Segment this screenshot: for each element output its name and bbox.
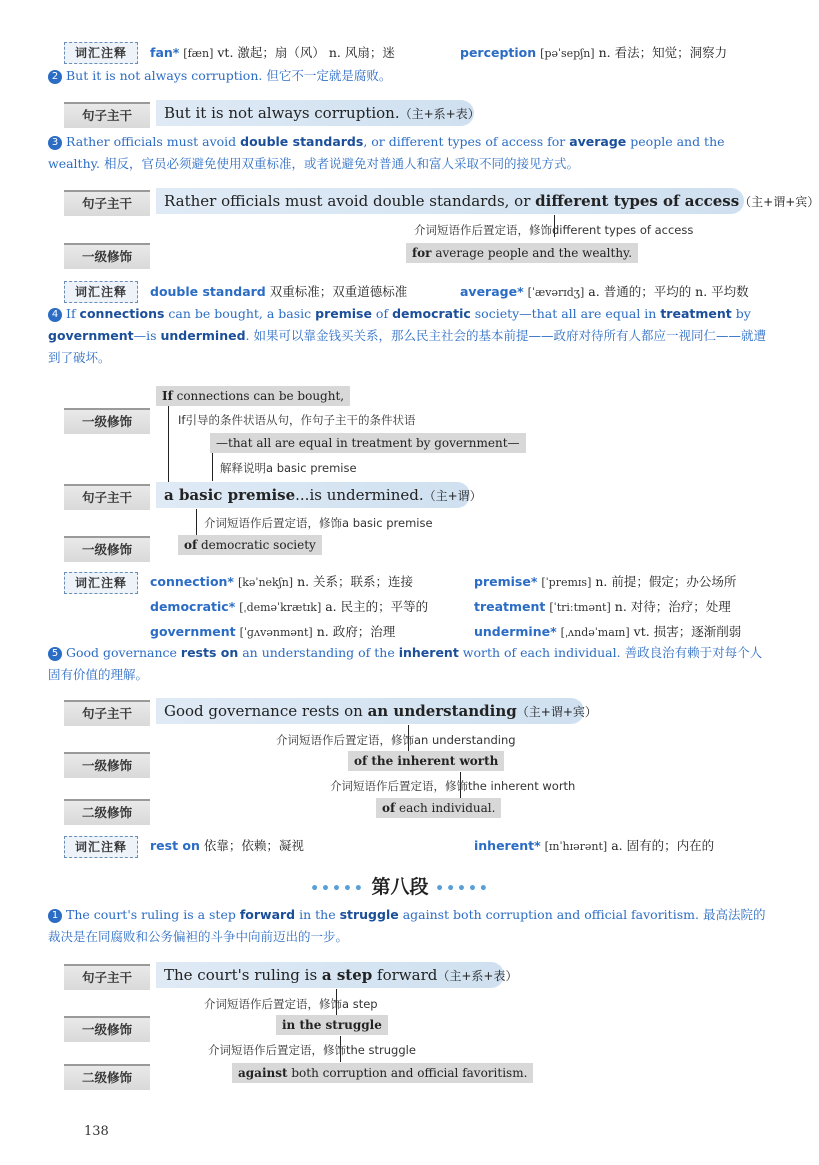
vocab-entry xyxy=(460,43,727,61)
sentence-text: The court's ruling is a step xyxy=(66,907,240,922)
sentence-english: But it is not always corruption. xyxy=(66,68,263,83)
vocab-label: 词汇注释 xyxy=(64,572,138,594)
main-label: 句子主干 xyxy=(64,190,150,216)
vocab-entry xyxy=(150,597,428,615)
sentence-chinese: 但它不一定就是腐败。 xyxy=(266,68,392,83)
main-clause-text: The court's ruling xyxy=(164,966,305,984)
modifier-text: of the inherent worth xyxy=(354,754,499,768)
keyword: government xyxy=(48,328,134,343)
sentence-text: . xyxy=(245,328,250,343)
sentence-text: people and the wealthy. xyxy=(48,134,725,171)
vocab-phonetic: [ˌʌndəˈmaɪn] xyxy=(560,626,630,639)
vocab-word: rest on xyxy=(150,838,200,853)
keyword: premise xyxy=(315,306,372,321)
vocab-word: undermine* xyxy=(474,624,557,639)
main-clause-text: is xyxy=(304,966,322,984)
sentence-text: in the xyxy=(295,907,340,922)
grammar-note: If引导的条件状语从句，作句子主干的条件状语 xyxy=(178,413,416,427)
vocab-word: average* xyxy=(460,284,524,299)
modifier-box xyxy=(156,386,350,406)
vocab-definition: 双重标准；双重道德标准 xyxy=(269,284,408,299)
grammar-note: 介词短语作后置定语，修饰an understanding xyxy=(276,733,516,747)
vocab-definition: 依靠；依赖；凝视 xyxy=(203,838,304,853)
modifier-text: —that all are equal in treatment by government— xyxy=(216,436,520,450)
vocab-word: connection* xyxy=(150,574,234,589)
vocab-label: 词汇注释 xyxy=(64,42,138,64)
modifier-box xyxy=(232,1063,533,1083)
vocab-word: double standard xyxy=(150,284,266,299)
vocab-definition: a. 民主的；平等的 xyxy=(325,599,429,614)
sentence-text: can be bought, a basic xyxy=(164,306,316,321)
mod1-label: 一级修饰 xyxy=(64,1016,150,1042)
grammar-note: 介词短语作后置定语，修饰a step xyxy=(204,997,378,1011)
sentence-number: 3 xyxy=(48,136,62,150)
vocab-phonetic: [ˌdeməˈkrætɪk] xyxy=(239,601,322,614)
arrow-line xyxy=(196,509,197,535)
main-clause-text: forward xyxy=(372,966,438,984)
modifier-box xyxy=(210,433,526,453)
main-clause-bold: a step xyxy=(321,966,373,984)
modifier-box xyxy=(406,243,638,263)
vocab-entry xyxy=(474,597,731,615)
sentence-number: 5 xyxy=(48,647,62,661)
sentence-number: 1 xyxy=(48,909,62,923)
arrow-line xyxy=(212,453,213,481)
grammar-note: 介词短语作后置定语，修饰different types of access xyxy=(414,223,694,237)
sentence-text: worth of each individual. xyxy=(458,645,621,660)
vocab-phonetic: [ˈtriːtmənt] xyxy=(549,601,611,614)
mod2-label: 二级修饰 xyxy=(64,799,150,825)
keyword: connections xyxy=(79,306,165,321)
structure-tag: （主+系+表） xyxy=(437,969,518,983)
vocab-definition: vt. 损害；逐渐削弱 xyxy=(633,624,742,639)
sentence-text: by xyxy=(731,306,751,321)
vocab-entry xyxy=(150,572,413,590)
vocab-definition: n. 关系；联系；连接 xyxy=(297,574,414,589)
vocab-word: government xyxy=(150,624,236,639)
main-clause-box xyxy=(156,962,518,988)
main-clause-bold: a basic premise xyxy=(164,486,296,504)
modifier-text: connections can be bought, xyxy=(172,389,345,403)
vocab-word: treatment xyxy=(474,599,546,614)
main-clause-box xyxy=(156,482,482,508)
sentence-chinese: 最高法院的裁决是在同腐败和公务偏袒的斗争中向前迈出的一步。 xyxy=(48,907,766,944)
dots-decoration: ••••• xyxy=(435,881,490,897)
vocab-definition: vt. 激起；扇（风） n. 风扇；迷 xyxy=(217,45,395,60)
modifier-text: democratic society xyxy=(197,538,316,552)
sentence-chinese: 善政良治有赖于对每个人固有价值的理解。 xyxy=(48,645,763,682)
structure-tag: （主+谓） xyxy=(423,489,482,503)
vocab-word: fan* xyxy=(150,45,180,60)
vocab-entry xyxy=(474,836,714,854)
sentence-number: 2 xyxy=(48,70,62,84)
vocab-word: inherent* xyxy=(474,838,541,853)
sentence-text: Rather officials must avoid xyxy=(66,134,241,149)
modifier-bold: of xyxy=(184,538,198,552)
vocab-phonetic: [kəˈnekʃn] xyxy=(237,576,294,589)
structure-tag: （主+谓+宾） xyxy=(739,195,819,209)
vocab-phonetic: [ˈævərɪdʒ] xyxy=(527,286,585,299)
vocab-entry xyxy=(150,43,395,61)
structure-tag: （主+系+表） xyxy=(399,107,480,121)
sentence-6 xyxy=(48,904,768,948)
vocab-word: premise* xyxy=(474,574,538,589)
sentence-5 xyxy=(48,642,768,686)
keyword: average xyxy=(569,134,627,149)
modifier-bold: If xyxy=(162,389,173,403)
sentence-text: If xyxy=(66,306,80,321)
modifier-text: average people and the wealthy. xyxy=(431,246,633,260)
keyword: inherent xyxy=(398,645,459,660)
grammar-note: 介词短语作后置定语，修饰the struggle xyxy=(208,1043,416,1057)
modifier-box xyxy=(276,1015,388,1035)
vocab-definition: n. 前提；假定；办公场所 xyxy=(595,574,737,589)
modifier-bold: of xyxy=(382,801,396,815)
sentence-chinese: 相反，官员必须避免使用双重标准，或者说避免对普通人和富人采取不同的接见方式。 xyxy=(103,156,579,171)
vocab-entry xyxy=(150,622,395,640)
main-clause-bold: an understanding xyxy=(367,702,517,720)
vocab-word: democratic* xyxy=(150,599,236,614)
vocab-entry xyxy=(150,836,304,854)
keyword: forward xyxy=(239,907,296,922)
vocab-label: 词汇注释 xyxy=(64,281,138,303)
mod1-label: 一级修饰 xyxy=(64,536,150,562)
vocab-word: perception xyxy=(460,45,537,60)
vocab-definition: n. 对待；治疗；处理 xyxy=(614,599,731,614)
sentence-4 xyxy=(48,303,768,369)
main-clause-box xyxy=(156,100,480,126)
modifier-box xyxy=(178,535,322,555)
sentence-number: 4 xyxy=(48,308,62,322)
vocab-definition: a. 普通的；平均的 n. 平均数 xyxy=(588,284,749,299)
mod2-label: 二级修饰 xyxy=(64,1064,150,1090)
keyword: treatment xyxy=(660,306,732,321)
modifier-box xyxy=(348,751,504,771)
main-label: 句子主干 xyxy=(64,484,150,510)
vocab-phonetic: [ˈɡʌvənmənt] xyxy=(239,626,313,639)
vocab-phonetic: [ɪnˈhɪərənt] xyxy=(544,840,608,853)
main-clause-text: ...is undermined. xyxy=(295,486,424,504)
grammar-note: 介词短语作后置定语，修饰a basic premise xyxy=(204,516,433,530)
modifier-text: each individual. xyxy=(395,801,496,815)
grammar-note: 解释说明a basic premise xyxy=(220,461,357,475)
vocab-phonetic: [ˈpremɪs] xyxy=(541,576,592,589)
structure-tag: （主+谓+宾） xyxy=(516,705,597,719)
mod1-label: 一级修饰 xyxy=(64,408,150,434)
main-label: 句子主干 xyxy=(64,700,150,726)
mod1-label: 一级修饰 xyxy=(64,752,150,778)
modifier-bold: for xyxy=(412,246,432,260)
vocab-entry xyxy=(460,282,749,300)
vocab-definition: n. 看法；知觉；洞察力 xyxy=(598,45,728,60)
sentence-text: an understanding of the xyxy=(238,645,399,660)
keyword: struggle xyxy=(339,907,399,922)
section-title xyxy=(0,872,800,899)
main-clause-text: But it is not always corruption. xyxy=(164,104,400,122)
sentence-text: —is xyxy=(133,328,161,343)
page-number: 138 xyxy=(84,1124,109,1139)
mod1-label: 一级修饰 xyxy=(64,243,150,269)
main-clause-text: Rather officials must avoid double standards, or xyxy=(164,192,536,210)
vocab-definition: a. 固有的；内在的 xyxy=(611,838,715,853)
main-clause-box xyxy=(156,698,597,724)
arrow-line xyxy=(168,406,169,482)
sentence-text: against both corruption and official favoritism. xyxy=(398,907,699,922)
vocab-label: 词汇注释 xyxy=(64,836,138,858)
sentence-chinese: 如果可以靠金钱买关系，那么民主社会的基本前提——政府对待所有人都应一视同仁——就遭到了破坏。 xyxy=(48,328,767,365)
modifier-box xyxy=(376,798,501,818)
main-clause-bold: different types of access xyxy=(535,192,740,210)
vocab-entry xyxy=(474,622,741,640)
keyword: double standards xyxy=(240,134,364,149)
main-label: 句子主干 xyxy=(64,102,150,128)
modifier-text: in the struggle xyxy=(282,1018,382,1032)
keyword: undermined xyxy=(160,328,246,343)
vocab-entry xyxy=(150,282,407,300)
modifier-text: both corruption and official favoritism. xyxy=(287,1066,528,1080)
sentence-text: , or different types of access for xyxy=(363,134,570,149)
sentence-text: of xyxy=(371,306,393,321)
keyword: rests on xyxy=(180,645,239,660)
vocab-phonetic: [pəˈsepʃn] xyxy=(540,47,595,60)
main-clause-text: Good governance rests on xyxy=(164,702,368,720)
vocab-phonetic: [fæn] xyxy=(183,47,214,60)
sentence-3 xyxy=(48,131,768,175)
section-title-text: 第八段 xyxy=(371,876,429,898)
sentence-2 xyxy=(48,65,768,87)
main-label: 句子主干 xyxy=(64,964,150,990)
dots-decoration: ••••• xyxy=(310,881,365,897)
sentence-text: Good governance xyxy=(66,645,181,660)
keyword: democratic xyxy=(392,306,471,321)
vocab-definition: n. 政府；治理 xyxy=(316,624,396,639)
grammar-note: 介词短语作后置定语，修饰the inherent worth xyxy=(330,779,576,793)
vocab-entry xyxy=(474,572,736,590)
main-clause-box xyxy=(156,188,819,214)
sentence-text: society—that all are equal in xyxy=(470,306,661,321)
modifier-bold: against xyxy=(238,1066,288,1080)
